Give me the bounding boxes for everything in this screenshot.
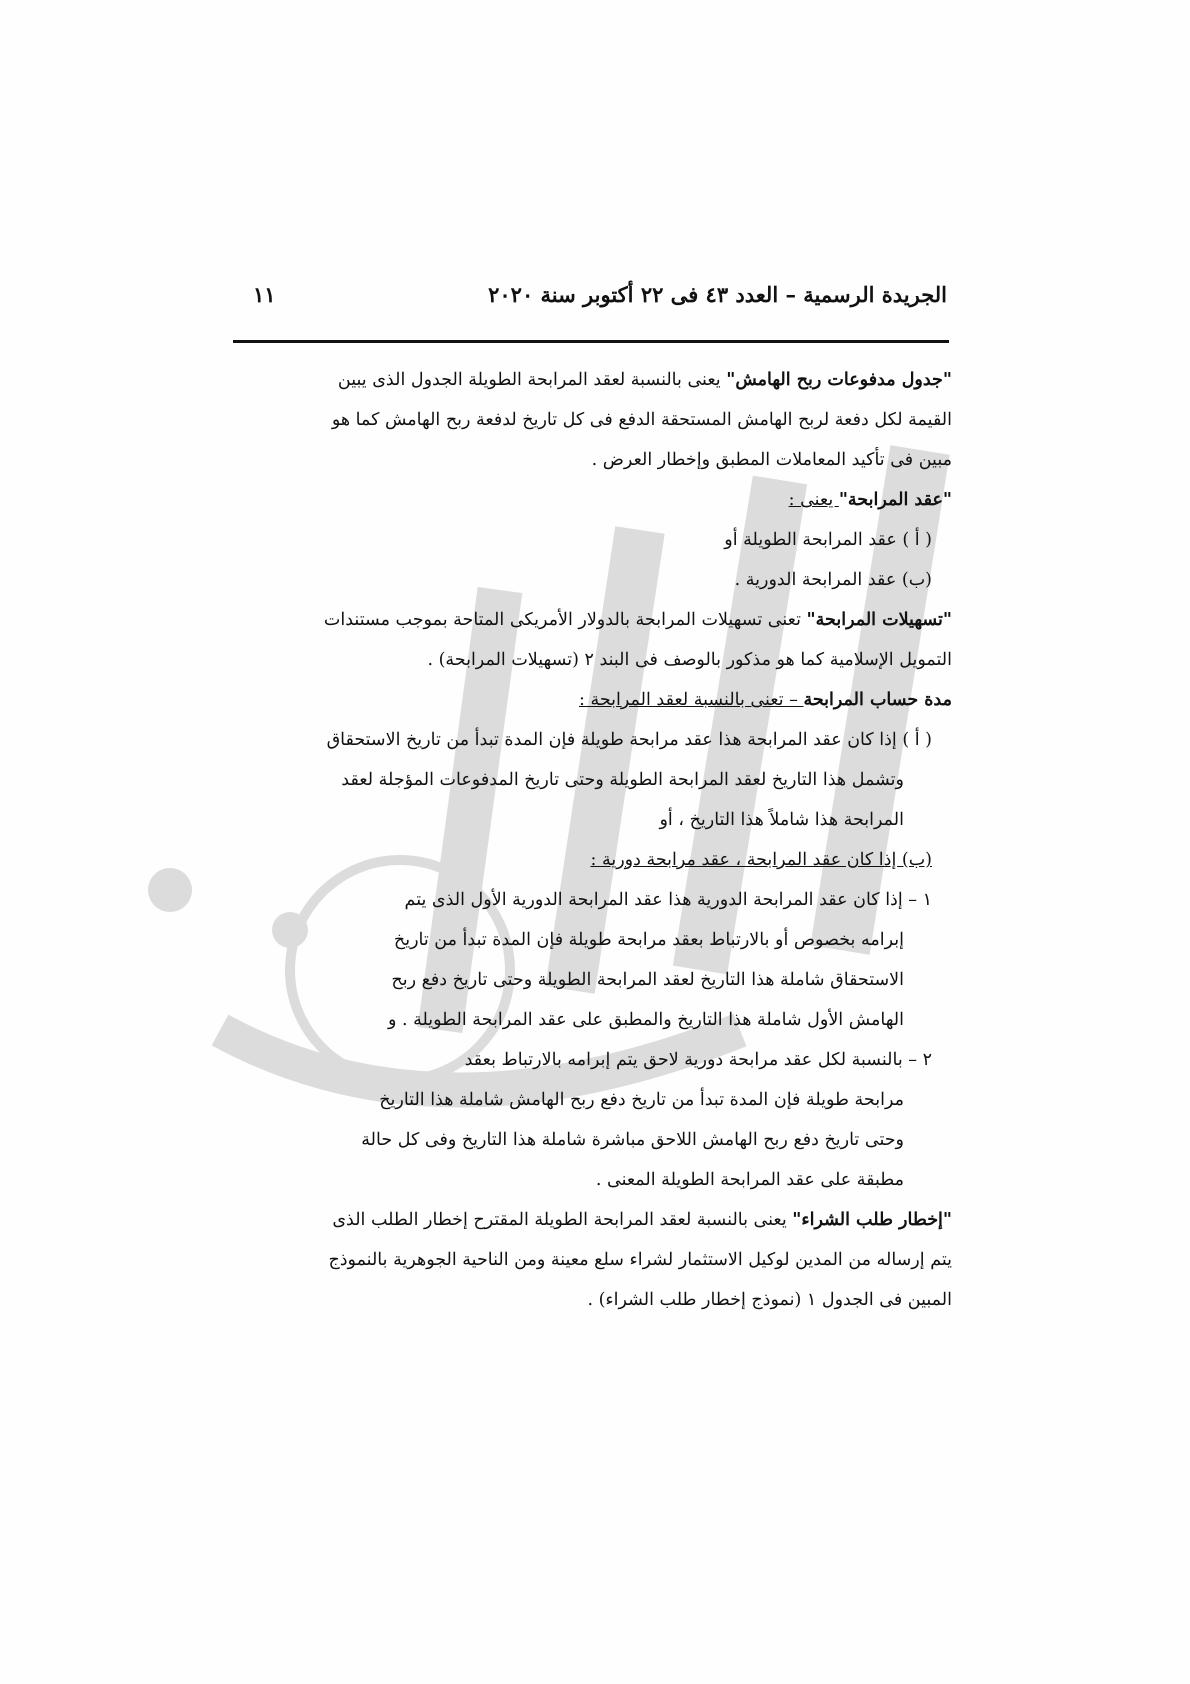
paragraph-line — [230, 400, 952, 440]
line-text: ٢ – بالنسبة لكل عقد مرابحة دورية لاحق يتم إبرامه بالارتباط بعقد — [464, 1050, 932, 1070]
paragraph-line — [230, 1080, 952, 1120]
paragraph-line — [230, 760, 952, 800]
paragraph-line — [230, 840, 952, 880]
paragraph-line — [230, 1040, 952, 1080]
paragraph-line — [230, 1280, 952, 1320]
paragraph-line — [230, 1000, 952, 1040]
line-text: وحتى تاريخ دفع ربح الهامش اللاحق مباشرة شاملة هذا التاريخ وفى كل حالة — [361, 1130, 904, 1150]
line-text: الاستحقاق شاملة هذا التاريخ لعقد المرابحة الطويلة وحتى تاريخ دفع ربح — [391, 970, 904, 990]
paragraph-line — [230, 1200, 952, 1240]
defined-term: مدة حساب المرابحة — [803, 690, 952, 710]
paragraph-line — [230, 480, 952, 520]
paragraph-line — [230, 1160, 952, 1200]
line-text: ( أ ) عقد المرابحة الطويلة أو — [724, 530, 932, 550]
paragraph-line — [230, 920, 952, 960]
line-text: تعنى تسهيلات المرابحة بالدولار الأمريكى المتاحة بموجب مستندات — [323, 610, 807, 630]
line-text: يعنى بالنسبة لعقد المرابحة الطويلة المقترح إخطار الطلب الذى — [332, 1210, 793, 1230]
defined-term: "تسهيلات المرابحة" — [806, 610, 952, 630]
line-text: يتم إرساله من المدين لوكيل الاستثمار لشراء سلع معينة ومن الناحية الجوهرية بالنموذج — [328, 1250, 952, 1270]
defined-term: "جدول مدفوعات ربح الهامش" — [726, 370, 952, 390]
page-number: ١١ — [253, 282, 276, 307]
line-text: مطبقة على عقد المرابحة الطويلة المعنى . — [595, 1170, 904, 1190]
paragraph-line — [230, 520, 952, 560]
line-text: ١ – إذا كان عقد المرابحة الدورية هذا عقد المرابحة الدورية الأول الذى يتم — [404, 890, 932, 910]
line-text: إبرامه بخصوص أو بالارتباط بعقد مرابحة طويلة فإن المدة تبدأ من تاريخ — [393, 930, 904, 950]
line-text: المبين فى الجدول ١ (نموذج إخطار طلب الشراء) . — [587, 1290, 952, 1310]
paragraph-line — [230, 800, 952, 840]
line-text: (ب) إذا كان عقد المرابحة ، عقد مرابحة دورية : — [590, 850, 932, 870]
paragraph-line — [230, 1120, 952, 1160]
header-divider — [233, 340, 949, 343]
defined-term: "إخطار طلب الشراء" — [792, 1210, 952, 1230]
line-text: يعنى : — [788, 490, 839, 510]
page-header — [233, 282, 947, 326]
gazette-title: الجريدة الرسمية – العدد ٤٣ فى ٢٢ أكتوبر سنة ٢٠٢٠ — [488, 282, 947, 307]
defined-term: "عقد المرابحة" — [838, 490, 952, 510]
paragraph-line — [230, 440, 952, 480]
line-text: (ب) عقد المرابحة الدورية . — [734, 570, 932, 590]
line-text: يعنى بالنسبة لعقد المرابحة الطويلة الجدول الذى يبين — [337, 370, 727, 390]
paragraph-line — [230, 880, 952, 920]
line-text: الهامش الأول شاملة هذا التاريخ والمطبق على عقد المرابحة الطويلة . و — [387, 1010, 904, 1030]
line-text: وتشمل هذا التاريخ لعقد المرابحة الطويلة وحتى تاريخ المدفوعات المؤجلة لعقد — [341, 770, 904, 790]
paragraph-line — [230, 1240, 952, 1280]
document-body — [230, 360, 952, 1320]
line-text: – تعنى بالنسبة لعقد المرابحة : — [578, 690, 804, 710]
line-text: القيمة لكل دفعة لربح الهامش المستحقة الدفع فى كل تاريخ لدفعة ربح الهامش كما هو — [331, 410, 952, 430]
paragraph-line — [230, 360, 952, 400]
paragraph-line — [230, 720, 952, 760]
line-text: مرابحة طويلة فإن المدة تبدأ من تاريخ دفع ربح الهامش شاملة هذا التاريخ — [379, 1090, 904, 1110]
paragraph-line — [230, 600, 952, 640]
paragraph-line — [230, 560, 952, 600]
line-text: التمويل الإسلامية كما هو مذكور بالوصف فى البند ٢ (تسهيلات المرابحة) . — [427, 650, 952, 670]
line-text: ( أ ) إذا كان عقد المرابحة هذا عقد مرابحة طويلة فإن المدة تبدأ من تاريخ الاستحقاق — [326, 730, 932, 750]
paragraph-line — [230, 960, 952, 1000]
paragraph-line — [230, 680, 952, 720]
line-text: مبين فى تأكيد المعاملات المطبق وإخطار العرض . — [591, 450, 952, 470]
paragraph-line — [230, 640, 952, 680]
line-text: المرابحة هذا شاملاً هذا التاريخ ، أو — [659, 810, 904, 830]
